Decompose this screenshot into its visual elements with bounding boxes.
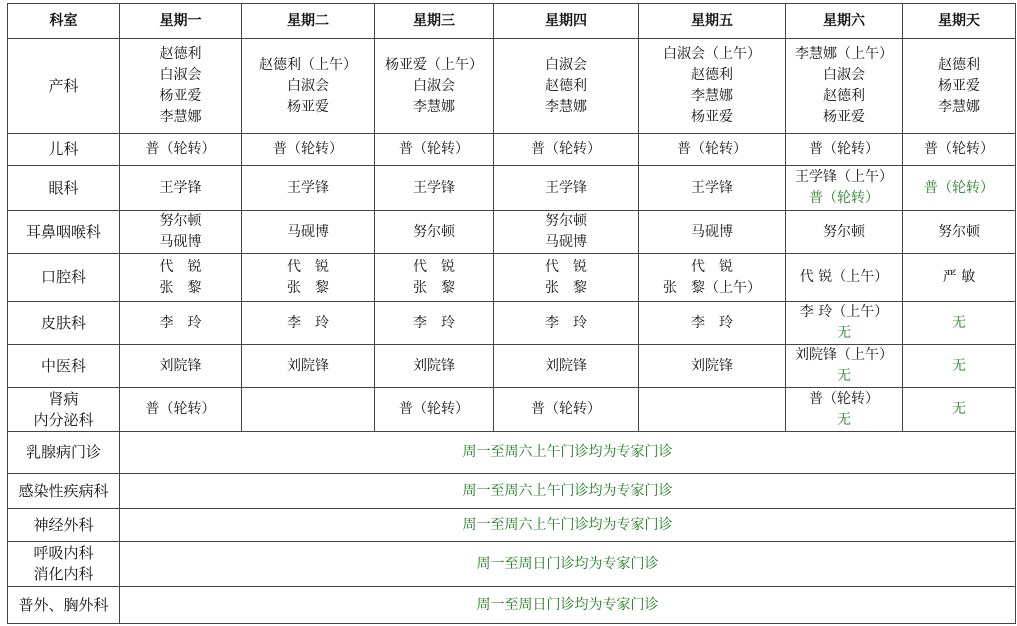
cell-line: 普（轮转）	[809, 390, 879, 407]
schedule-cell	[639, 345, 786, 388]
cell-line: 杨亚爱	[823, 109, 865, 125]
dept-name-line: 内分泌科	[33, 410, 94, 429]
cell-line: 张 黎	[159, 279, 202, 296]
table-row	[8, 134, 1016, 166]
table-row	[8, 587, 1016, 624]
schedule-cell	[120, 166, 242, 211]
schedule-cell	[120, 211, 242, 254]
cell-line: 杨亚爱	[159, 88, 202, 104]
schedule-cell	[242, 345, 375, 388]
table-row	[8, 509, 1016, 542]
dept-name	[8, 134, 120, 166]
dept-name-line: 中医科	[40, 356, 86, 375]
dept-name-line: 呼吸内科	[33, 544, 94, 562]
cell-line: 普（轮转）	[809, 141, 879, 157]
schedule-cell	[639, 254, 786, 302]
schedule-cell	[786, 211, 903, 254]
schedule-cell	[639, 302, 786, 345]
cell-line: 张 黎	[413, 279, 455, 296]
dept-name	[8, 166, 120, 211]
schedule-cell	[903, 302, 1016, 345]
dept-name	[8, 509, 120, 542]
dept-name-line: 儿科	[48, 140, 79, 158]
table-row	[8, 345, 1016, 388]
cell-line: 努尔顿	[545, 213, 587, 229]
cell-line: 李慧娜	[159, 109, 202, 125]
header-mon: 星期一	[120, 4, 242, 39]
cell-line: 张 黎	[287, 279, 329, 296]
table-row	[8, 166, 1016, 211]
cell-line: 马砚博	[287, 223, 329, 240]
cell-line: 杨亚爱（上午）	[385, 56, 483, 73]
cell-line: 白淑会	[159, 67, 202, 83]
cell-line: 李 玲	[691, 314, 733, 331]
schedule-cell	[494, 39, 639, 134]
cell-line: 普（轮转）	[145, 141, 216, 157]
schedule-cell	[494, 166, 639, 211]
cell-line: 无	[837, 368, 851, 384]
dept-name-line: 口腔科	[40, 268, 86, 286]
table-row	[8, 302, 1016, 345]
schedule-cell	[375, 254, 494, 302]
cell-line: 王学锋	[691, 179, 733, 196]
dept-name-line: 神经外科	[33, 515, 94, 534]
schedule-cell	[903, 254, 1016, 302]
header-thu: 星期四	[494, 4, 639, 39]
cell-line: 赵德利	[823, 88, 865, 104]
schedule-cell	[903, 134, 1016, 166]
dept-name	[8, 39, 120, 134]
cell-line: 普（轮转）	[677, 141, 747, 157]
schedule-cell	[120, 39, 242, 134]
schedule-cell	[120, 388, 242, 432]
cell-line: 李 玲	[159, 314, 202, 331]
schedule-cell	[786, 134, 903, 166]
schedule-cell	[242, 134, 375, 166]
cell-line: 代 锐	[287, 258, 329, 275]
cell-line: 张 黎	[545, 279, 587, 296]
cell-line: 马砚博	[159, 234, 202, 250]
cell-line: 无	[837, 325, 851, 341]
cell-line: 赵德利	[691, 67, 733, 83]
cell-line: 刘院锋	[159, 357, 202, 374]
schedule-cell	[242, 302, 375, 345]
cell-line: 赵德利	[938, 56, 980, 73]
schedule-cell	[242, 39, 375, 134]
cell-line: 普（轮转）	[809, 190, 879, 206]
table-row	[8, 474, 1016, 509]
cell-line: 刘院锋	[287, 357, 329, 374]
header-wed: 星期三	[375, 4, 494, 39]
header-tue: 星期二	[242, 4, 375, 39]
dept-name-line: 眼科	[48, 178, 79, 197]
cell-line: 李 玲	[545, 314, 587, 331]
cell-line: 张 黎（上午）	[663, 279, 761, 296]
dept-name	[8, 388, 120, 432]
schedule-cell	[120, 345, 242, 388]
expert-clinic-note: 周一至周六上午门诊均为专家门诊	[120, 474, 1016, 509]
dept-name-line: 肾病	[48, 389, 79, 408]
cell-line: 普（轮转）	[924, 141, 994, 157]
cell-line: 刘院锋（上午）	[795, 347, 893, 363]
header-sat: 星期六	[786, 4, 903, 39]
schedule-cell	[242, 254, 375, 302]
schedule-cell	[494, 345, 639, 388]
cell-line: 无	[952, 401, 966, 417]
cell-line: 李慧娜	[413, 98, 455, 115]
schedule-cell	[242, 211, 375, 254]
cell-line: 普（轮转）	[531, 141, 601, 157]
cell-line: 李 玲	[287, 314, 329, 331]
schedule-table	[7, 3, 1016, 624]
table-row	[8, 254, 1016, 302]
cell-line: 无	[952, 314, 966, 331]
dept-name	[8, 254, 120, 302]
table-row	[8, 211, 1016, 254]
cell-line: 李慧娜	[691, 88, 733, 104]
dept-name	[8, 474, 120, 509]
schedule-cell	[375, 166, 494, 211]
cell-line: 普（轮转）	[399, 401, 469, 417]
dept-name	[8, 587, 120, 624]
schedule-cell	[375, 345, 494, 388]
cell-line: 努尔顿	[938, 223, 980, 240]
cell-line: 代 锐	[413, 258, 455, 275]
cell-line: 白淑会	[823, 67, 865, 83]
schedule-cell	[639, 134, 786, 166]
cell-line: 赵德利	[545, 77, 587, 94]
schedule-cell	[375, 388, 494, 432]
schedule-cell	[903, 211, 1016, 254]
cell-line: 刘院锋	[545, 357, 587, 374]
cell-line: 刘院锋	[691, 357, 733, 374]
schedule-cell	[786, 39, 903, 134]
expert-clinic-note: 周一至周六上午门诊均为专家门诊	[120, 432, 1016, 474]
dept-name-line: 消化内科	[33, 565, 94, 583]
table-row	[8, 388, 1016, 432]
schedule-cell	[494, 388, 639, 432]
header-sun: 星期天	[903, 4, 1016, 39]
cell-line: 马砚博	[545, 234, 587, 250]
schedule-cell	[242, 388, 375, 432]
cell-line: 无	[837, 411, 851, 428]
cell-line: 李慧娜	[545, 98, 587, 115]
cell-line: 代 锐	[691, 258, 733, 275]
cell-line: 刘院锋	[413, 357, 455, 374]
dept-name-line: 耳鼻咽喉科	[25, 222, 101, 241]
cell-line: 无	[952, 357, 966, 374]
schedule-cell	[120, 134, 242, 166]
header-fri: 星期五	[639, 4, 786, 39]
schedule-cell	[786, 302, 903, 345]
cell-line: 白淑会（上午）	[663, 46, 761, 62]
schedule-cell	[903, 166, 1016, 211]
schedule-cell	[786, 166, 903, 211]
schedule-cell	[903, 388, 1016, 432]
dept-name-line: 皮肤科	[40, 313, 86, 332]
schedule-cell	[639, 388, 786, 432]
schedule-cell	[375, 134, 494, 166]
cell-line: 杨亚爱	[691, 109, 733, 125]
dept-name-line: 感染性疾病科	[18, 481, 109, 500]
table-row	[8, 542, 1016, 587]
schedule-cell	[639, 166, 786, 211]
cell-line: 代 锐	[545, 258, 587, 275]
schedule-cell	[494, 302, 639, 345]
dept-name	[8, 432, 120, 474]
schedule-cell	[786, 345, 903, 388]
table-row	[8, 39, 1016, 134]
table-row	[8, 432, 1016, 474]
cell-line: 严 敏	[942, 269, 976, 285]
cell-line: 赵德利	[159, 46, 202, 62]
header-dept: 科室	[8, 4, 120, 39]
schedule-cell	[120, 254, 242, 302]
dept-name	[8, 211, 120, 254]
schedule-cell	[494, 134, 639, 166]
schedule-cell	[903, 345, 1016, 388]
header-row	[8, 4, 1016, 39]
dept-name	[8, 542, 120, 587]
dept-name	[8, 302, 120, 345]
cell-line: 普（轮转）	[399, 141, 469, 157]
cell-line: 王学锋	[545, 179, 587, 196]
cell-line: 普（轮转）	[145, 401, 216, 417]
schedule-cell	[375, 211, 494, 254]
cell-line: 代 锐	[159, 258, 202, 275]
cell-line: 李 玲（上午）	[799, 304, 889, 320]
cell-line: 努尔顿	[159, 213, 202, 229]
schedule-cell	[375, 39, 494, 134]
expert-clinic-note: 周一至周日门诊均为专家门诊	[120, 587, 1016, 624]
schedule-cell	[903, 39, 1016, 134]
schedule-body	[8, 39, 1016, 624]
cell-line: 李慧娜	[938, 98, 980, 115]
cell-line: 努尔顿	[823, 223, 865, 240]
cell-line: 李 玲	[413, 314, 455, 331]
cell-line: 白淑会	[545, 56, 587, 73]
cell-line: 普（轮转）	[531, 401, 601, 417]
schedule-cell	[786, 254, 903, 302]
cell-line: 王学锋（上午）	[795, 169, 893, 185]
cell-line: 白淑会	[413, 77, 455, 94]
cell-line: 李慧娜（上午）	[795, 46, 893, 62]
schedule-cell	[242, 166, 375, 211]
cell-line: 努尔顿	[413, 223, 455, 240]
cell-line: 杨亚爱	[938, 77, 980, 94]
cell-line: 普（轮转）	[273, 141, 343, 157]
schedule-cell	[639, 211, 786, 254]
dept-name	[8, 345, 120, 388]
dept-name-line: 产科	[48, 76, 79, 95]
cell-line: 白淑会	[287, 77, 329, 94]
schedule-cell	[120, 302, 242, 345]
schedule-cell	[375, 302, 494, 345]
expert-clinic-note: 周一至周日门诊均为专家门诊	[120, 542, 1016, 587]
cell-line: 王学锋	[413, 179, 455, 196]
cell-line: 代 锐（上午）	[799, 269, 889, 285]
cell-line: 王学锋	[159, 179, 202, 196]
cell-line: 赵德利（上午）	[259, 56, 357, 73]
cell-line: 普（轮转）	[924, 179, 994, 196]
cell-line: 杨亚爱	[287, 98, 329, 115]
expert-clinic-note: 周一至周六上午门诊均为专家门诊	[120, 509, 1016, 542]
schedule-cell	[639, 39, 786, 134]
schedule-cell	[494, 254, 639, 302]
dept-name-line: 普外、胸外科	[18, 595, 109, 614]
cell-line: 王学锋	[287, 179, 329, 196]
cell-line: 马砚博	[691, 223, 733, 240]
schedule-cell	[786, 388, 903, 432]
dept-name-line: 乳腺病门诊	[25, 443, 101, 461]
schedule-cell	[494, 211, 639, 254]
